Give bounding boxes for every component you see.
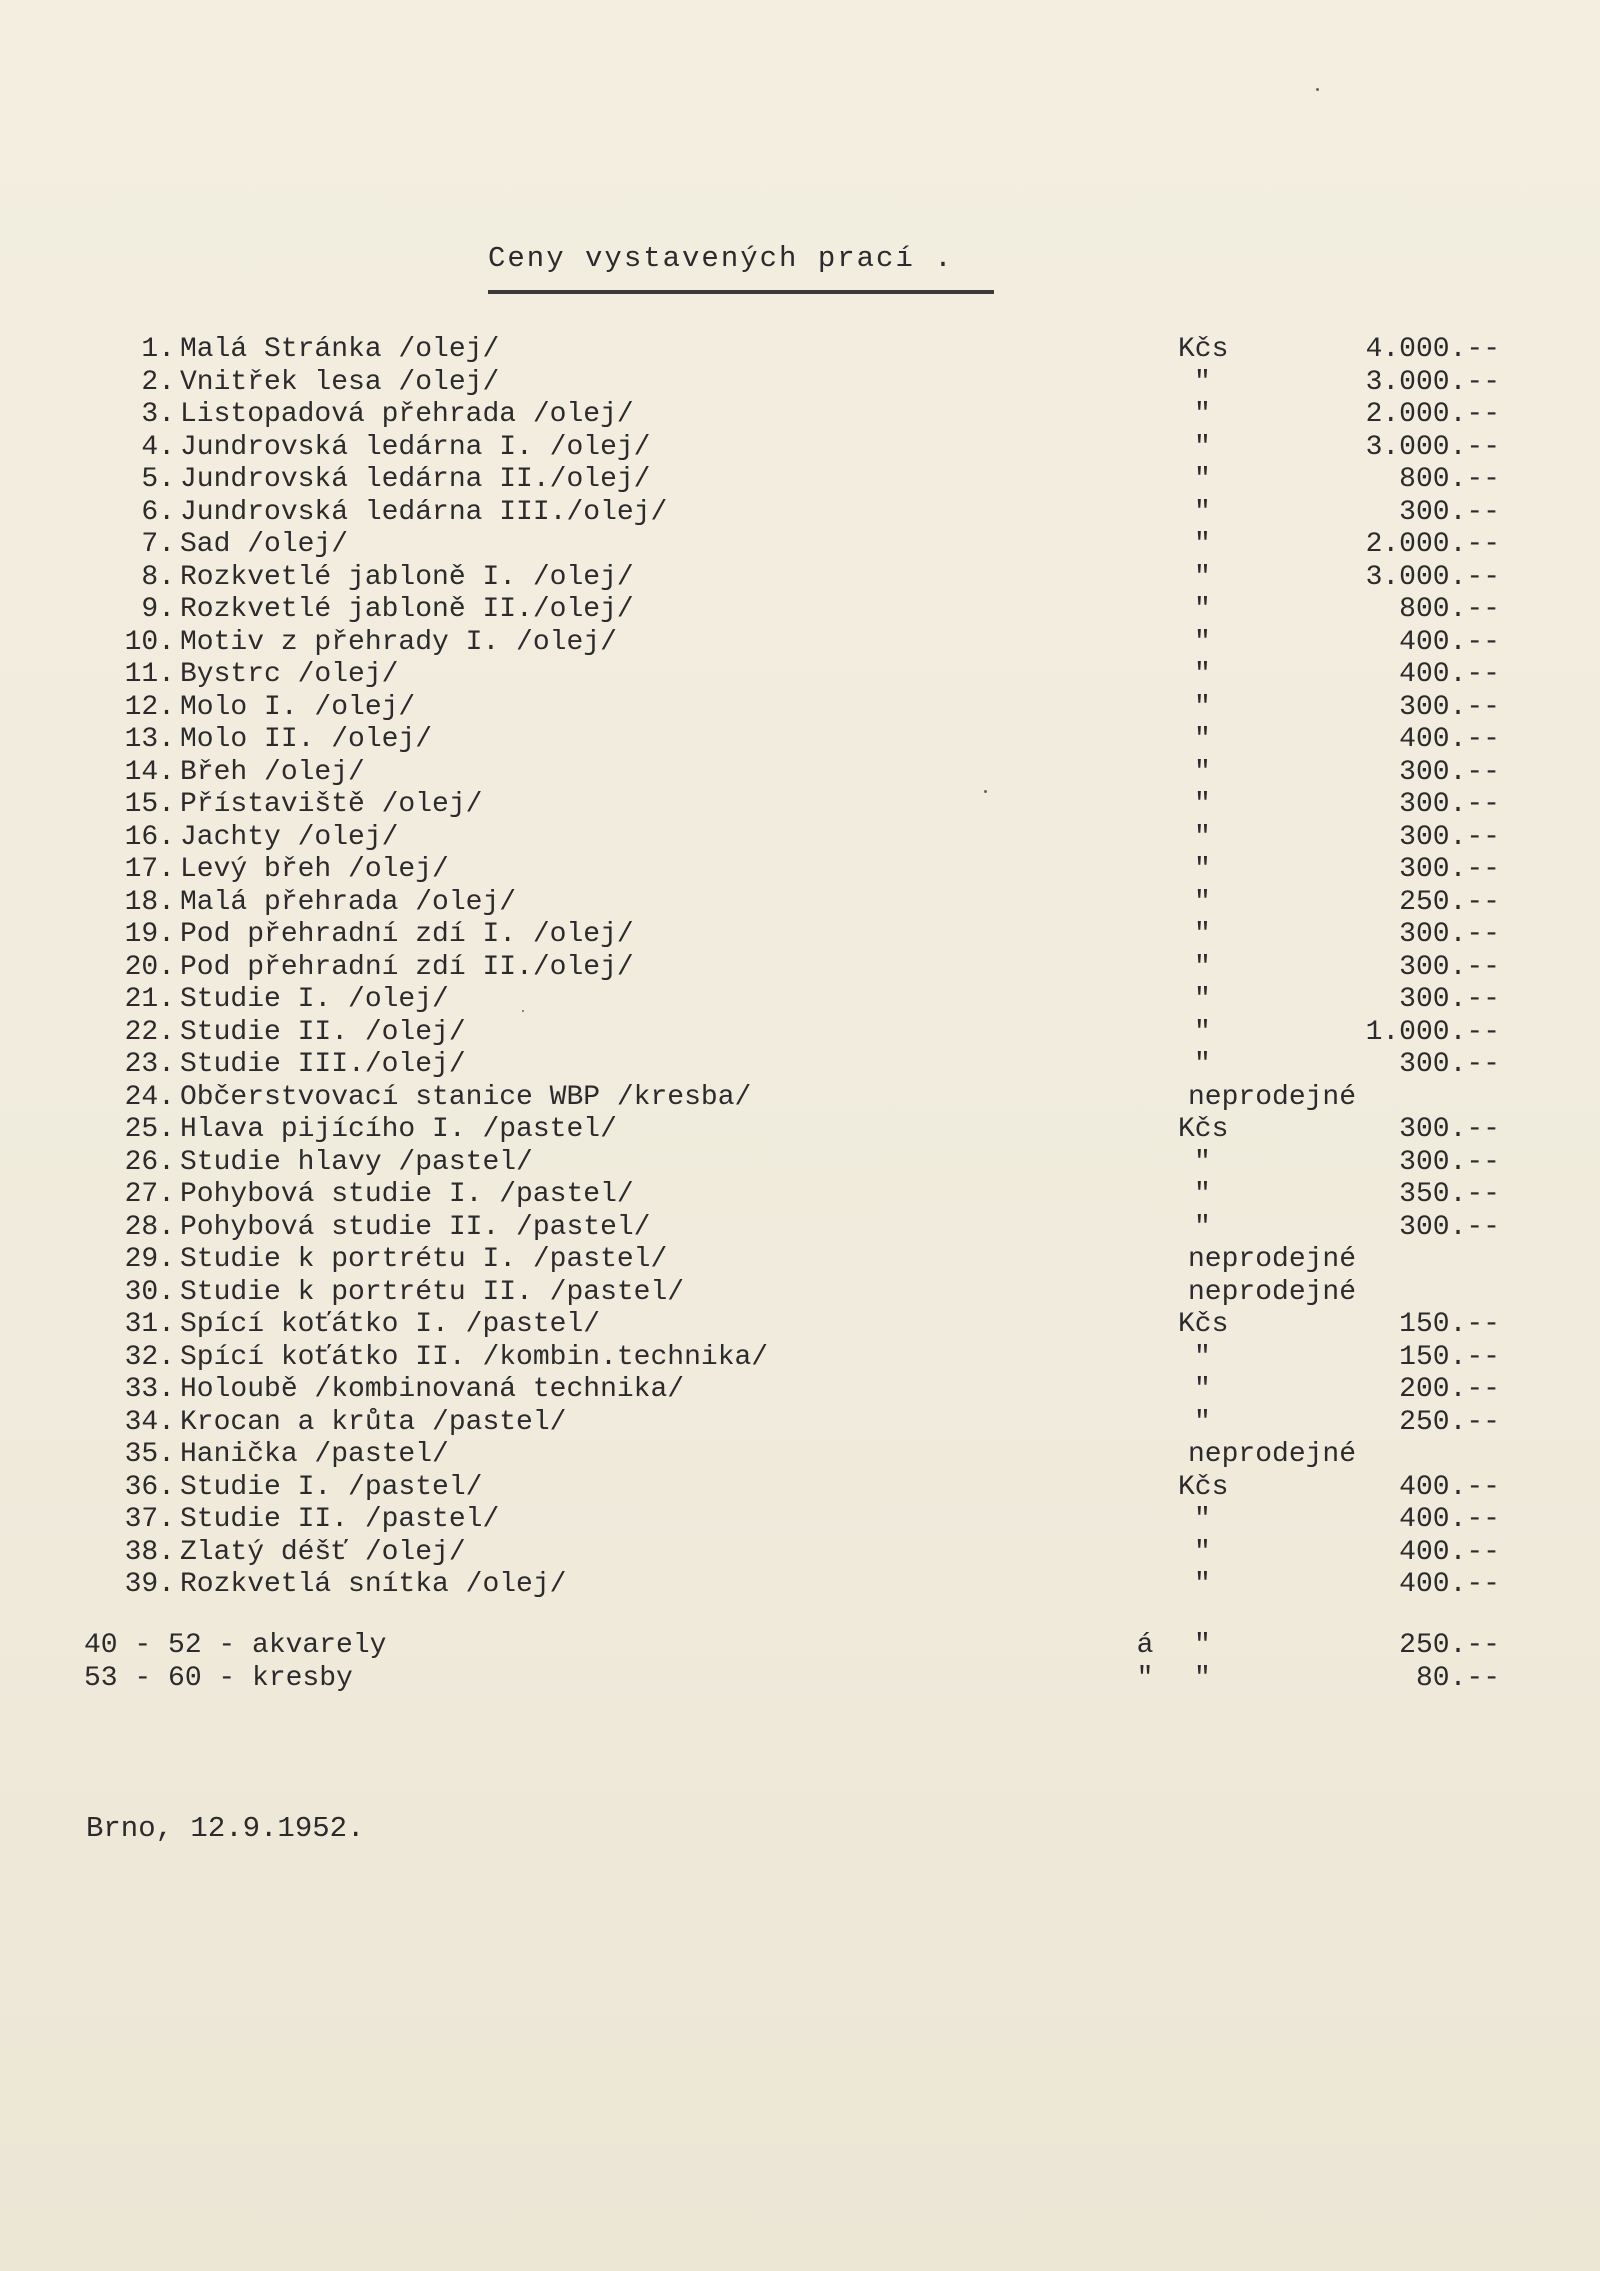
item-currency: ": [1194, 1536, 1211, 1568]
item-currency: ": [1194, 1406, 1211, 1438]
item-currency: ": [1194, 854, 1211, 885]
item-currency: ": [1194, 919, 1211, 950]
item-price: 300.--: [1399, 789, 1500, 820]
item-title: Jachty /olej/: [180, 821, 399, 853]
list-item: [80, 1341, 1500, 1375]
item-number: 29.: [124, 1244, 175, 1275]
list-item: [80, 1504, 1500, 1537]
item-title: Rozkvetlá snítka /olej/: [180, 1569, 567, 1600]
bundle-price: 250.--: [1399, 1630, 1500, 1661]
list-item: [80, 464, 1500, 497]
list-item: [80, 594, 1500, 627]
item-number: 10.: [124, 626, 175, 658]
bundle-row: [80, 1662, 1500, 1696]
item-title: Molo II. /olej/: [180, 724, 433, 755]
list-item: [80, 1536, 1500, 1570]
item-currency: Kčs: [1178, 1471, 1229, 1503]
item-title: Jundrovská ledárna I. /olej/: [180, 431, 651, 463]
item-title: Malá přehrada /olej/: [180, 886, 517, 918]
list-item: [80, 1211, 1500, 1245]
list-item: [80, 984, 1500, 1017]
item-title: Jundrovská ledárna III./olej/: [180, 496, 668, 528]
item-currency: ": [1194, 496, 1211, 528]
item-title: Spící koťátko II. /kombin.technika/: [180, 1341, 769, 1373]
bundle-currency: ": [1194, 1662, 1211, 1694]
item-title: Studie I. /pastel/: [180, 1471, 483, 1503]
item-number: 3.: [141, 399, 175, 430]
item-currency: ": [1194, 984, 1211, 1015]
item-number: 19.: [124, 919, 175, 950]
item-title: Zlatý déšť /olej/: [180, 1536, 466, 1568]
item-title: Sad /olej/: [180, 529, 349, 560]
item-number: 11.: [124, 659, 175, 690]
list-item: [80, 399, 1500, 432]
item-price: 300.--: [1399, 691, 1500, 723]
document-title: Ceny vystavených prací .: [488, 242, 954, 275]
item-title: Přístaviště /olej/: [180, 789, 483, 820]
item-currency: Kčs: [1178, 1114, 1229, 1145]
item-number: 4.: [141, 431, 175, 463]
item-price: 400.--: [1399, 1569, 1500, 1600]
list-item: [80, 1146, 1500, 1180]
list-item: [80, 1082, 1440, 1115]
list-item: [80, 1406, 1500, 1440]
item-currency: ": [1194, 1179, 1211, 1210]
item-price: 4.000.--: [1365, 334, 1500, 365]
item-currency: ": [1194, 951, 1211, 983]
item-number: 28.: [124, 1211, 175, 1243]
item-currency: ": [1194, 626, 1211, 658]
item-number: 32.: [124, 1341, 175, 1373]
item-number: 21.: [124, 984, 175, 1015]
item-number: 20.: [124, 951, 175, 983]
list-item: [80, 334, 1500, 367]
bundle-each-marker: ": [1136, 1662, 1154, 1694]
list-item: [80, 1016, 1500, 1050]
item-price: 3.000.--: [1365, 366, 1500, 398]
bundle-each-marker: á: [1136, 1630, 1154, 1661]
item-currency: ": [1194, 821, 1211, 853]
list-item: [80, 1049, 1500, 1082]
item-number: 8.: [141, 561, 175, 593]
item-price: 2.000.--: [1365, 529, 1500, 560]
list-item: [80, 951, 1500, 985]
item-not-for-sale: neprodejné: [1188, 1439, 1357, 1470]
bundle-list: [80, 1630, 1500, 1695]
item-title: Bystrc /olej/: [180, 659, 399, 690]
item-number: 5.: [141, 464, 175, 495]
bundle-price: 80.--: [1415, 1662, 1500, 1694]
item-title: Krocan a krůta /pastel/: [180, 1406, 567, 1438]
item-title: Malá Stránka /olej/: [180, 334, 500, 365]
item-number: 15.: [124, 789, 175, 820]
item-number: 35.: [124, 1439, 175, 1470]
item-currency: ": [1194, 1569, 1211, 1600]
list-item: [80, 886, 1500, 920]
item-number: 17.: [124, 854, 175, 885]
item-price: 250.--: [1399, 1406, 1500, 1438]
item-title: Listopadová přehrada /olej/: [180, 399, 634, 430]
item-price: 350.--: [1399, 1179, 1500, 1210]
list-item: [80, 1244, 1440, 1277]
item-number: 31.: [124, 1309, 175, 1340]
item-title: Studie hlavy /pastel/: [180, 1146, 533, 1178]
item-number: 1.: [141, 334, 175, 365]
list-item: [80, 529, 1500, 562]
item-title: Studie k portrétu I. /pastel/: [180, 1244, 668, 1275]
item-title: Pohybová studie I. /pastel/: [180, 1179, 634, 1210]
item-number: 33.: [124, 1374, 175, 1405]
item-title: Vnitřek lesa /olej/: [180, 366, 500, 398]
list-item: [80, 626, 1500, 660]
item-price: 400.--: [1399, 1471, 1500, 1503]
item-number: 7.: [141, 529, 175, 560]
item-title: Motiv z přehrady I. /olej/: [180, 626, 617, 658]
item-currency: ": [1194, 431, 1211, 463]
item-currency: ": [1194, 1146, 1211, 1178]
item-title: Studie k portrétu II. /pastel/: [180, 1276, 685, 1308]
item-number: 36.: [124, 1471, 175, 1503]
item-price: 300.--: [1399, 756, 1500, 788]
date-line: Brno, 12.9.1952.: [86, 1812, 365, 1845]
item-price: 250.--: [1399, 886, 1500, 918]
item-currency: ": [1194, 1504, 1211, 1535]
item-price: 300.--: [1399, 1049, 1500, 1080]
list-item: [80, 919, 1500, 952]
item-title: Studie III./olej/: [180, 1049, 466, 1080]
item-number: 26.: [124, 1146, 175, 1178]
item-title: Břeh /olej/: [180, 756, 365, 788]
item-currency: ": [1194, 1049, 1211, 1080]
list-item: [80, 659, 1500, 692]
list-item: [80, 756, 1500, 790]
item-not-for-sale: neprodejné: [1188, 1244, 1357, 1275]
bundle-label: 53 - 60 - kresby: [84, 1662, 353, 1694]
list-item: [80, 1114, 1500, 1147]
list-item: [80, 561, 1500, 595]
item-price: 300.--: [1399, 984, 1500, 1015]
item-number: 38.: [124, 1536, 175, 1568]
list-item: [80, 1179, 1500, 1212]
item-price: 300.--: [1399, 496, 1500, 528]
item-currency: ": [1194, 399, 1211, 430]
item-number: 16.: [124, 821, 175, 853]
item-currency: ": [1194, 886, 1211, 918]
item-title: Pohybová studie II. /pastel/: [180, 1211, 651, 1243]
item-currency: ": [1194, 561, 1211, 593]
item-number: 37.: [124, 1504, 175, 1535]
item-currency: ": [1194, 691, 1211, 723]
item-price: 400.--: [1399, 659, 1500, 690]
item-number: 25.: [124, 1114, 175, 1145]
item-currency: ": [1194, 594, 1211, 625]
item-number: 22.: [124, 1016, 175, 1048]
item-price: 800.--: [1399, 464, 1500, 495]
title-underline: [488, 290, 994, 294]
paper-speck: [522, 1010, 524, 1012]
item-price: 300.--: [1399, 1146, 1500, 1178]
item-number: 12.: [124, 691, 175, 723]
list-item: [80, 496, 1500, 530]
item-price: 400.--: [1399, 1504, 1500, 1535]
item-title: Rozkvetlé jabloně II./olej/: [180, 594, 634, 625]
item-title: Pod přehradní zdí II./olej/: [180, 951, 634, 983]
list-item: [80, 854, 1500, 887]
item-number: 9.: [141, 594, 175, 625]
item-title: Jundrovská ledárna II./olej/: [180, 464, 651, 495]
item-title: Občerstvovací stanice WBP /kresba/: [180, 1081, 752, 1113]
item-price: 300.--: [1399, 821, 1500, 853]
item-price: 200.--: [1399, 1374, 1500, 1405]
item-currency: ": [1194, 1341, 1211, 1373]
item-price: 300.--: [1399, 919, 1500, 950]
item-price: 1.000.--: [1365, 1016, 1500, 1048]
item-number: 2.: [141, 366, 175, 398]
item-currency: Kčs: [1178, 334, 1229, 365]
item-price: 400.--: [1399, 724, 1500, 755]
item-price: 300.--: [1399, 1114, 1500, 1145]
item-number: 13.: [124, 724, 175, 755]
item-currency: ": [1194, 1374, 1211, 1405]
item-title: Holoubě /kombinovaná technika/: [180, 1374, 685, 1405]
item-currency: ": [1194, 1211, 1211, 1243]
item-title: Rozkvetlé jabloně I. /olej/: [180, 561, 634, 593]
item-price: 400.--: [1399, 1536, 1500, 1568]
item-price: 3.000.--: [1365, 561, 1500, 593]
item-number: 27.: [124, 1179, 175, 1210]
bundle-row: [80, 1630, 1500, 1663]
item-price: 150.--: [1399, 1341, 1500, 1373]
item-number: 34.: [124, 1406, 175, 1438]
paper-speck: [1316, 88, 1319, 91]
item-currency: ": [1194, 724, 1211, 755]
item-price: 150.--: [1399, 1309, 1500, 1340]
item-number: 30.: [124, 1276, 175, 1308]
item-currency: ": [1194, 659, 1211, 690]
item-number: 24.: [124, 1081, 175, 1113]
item-title: Hanička /pastel/: [180, 1439, 449, 1470]
list-item: [80, 1439, 1440, 1472]
item-title: Studie II. /pastel/: [180, 1504, 500, 1535]
item-title: Studie I. /olej/: [180, 984, 449, 1015]
item-price: 2.000.--: [1365, 399, 1500, 430]
item-currency: ": [1194, 366, 1211, 398]
item-title: Pod přehradní zdí I. /olej/: [180, 919, 634, 950]
item-number: 23.: [124, 1049, 175, 1080]
item-price: 400.--: [1399, 626, 1500, 658]
list-item: [80, 366, 1500, 400]
price-list: [80, 334, 1500, 1602]
list-item: [80, 1277, 1440, 1310]
item-not-for-sale: neprodejné: [1188, 1276, 1357, 1308]
list-item: [80, 431, 1500, 465]
item-number: 14.: [124, 756, 175, 788]
item-price: 800.--: [1399, 594, 1500, 625]
item-title: Studie II. /olej/: [180, 1016, 466, 1048]
item-currency: ": [1194, 529, 1211, 560]
item-number: 6.: [141, 496, 175, 528]
list-item: [80, 1374, 1500, 1407]
list-item: [80, 1471, 1500, 1505]
item-number: 39.: [124, 1569, 175, 1600]
item-title: Levý břeh /olej/: [180, 854, 449, 885]
item-price: 300.--: [1399, 951, 1500, 983]
item-currency: ": [1194, 789, 1211, 820]
bundle-label: 40 - 52 - akvarely: [84, 1630, 387, 1661]
item-price: 300.--: [1399, 854, 1500, 885]
item-price: 300.--: [1399, 1211, 1500, 1243]
list-item: [80, 1309, 1500, 1342]
item-title: Hlava pijícího I. /pastel/: [180, 1114, 617, 1145]
item-not-for-sale: neprodejné: [1188, 1081, 1357, 1113]
item-title: Molo I. /olej/: [180, 691, 416, 723]
item-number: 18.: [124, 886, 175, 918]
list-item: [80, 724, 1500, 757]
list-item: [80, 1569, 1500, 1602]
item-title: Spící koťátko I. /pastel/: [180, 1309, 601, 1340]
list-item: [80, 821, 1500, 855]
bundle-currency: ": [1194, 1630, 1211, 1661]
item-currency: ": [1194, 756, 1211, 788]
item-price: 3.000.--: [1365, 431, 1500, 463]
item-currency: Kčs: [1178, 1309, 1229, 1340]
item-currency: ": [1194, 1016, 1211, 1048]
list-item: [80, 691, 1500, 725]
list-item: [80, 789, 1500, 822]
paper-speck: [984, 790, 987, 793]
item-currency: ": [1194, 464, 1211, 495]
